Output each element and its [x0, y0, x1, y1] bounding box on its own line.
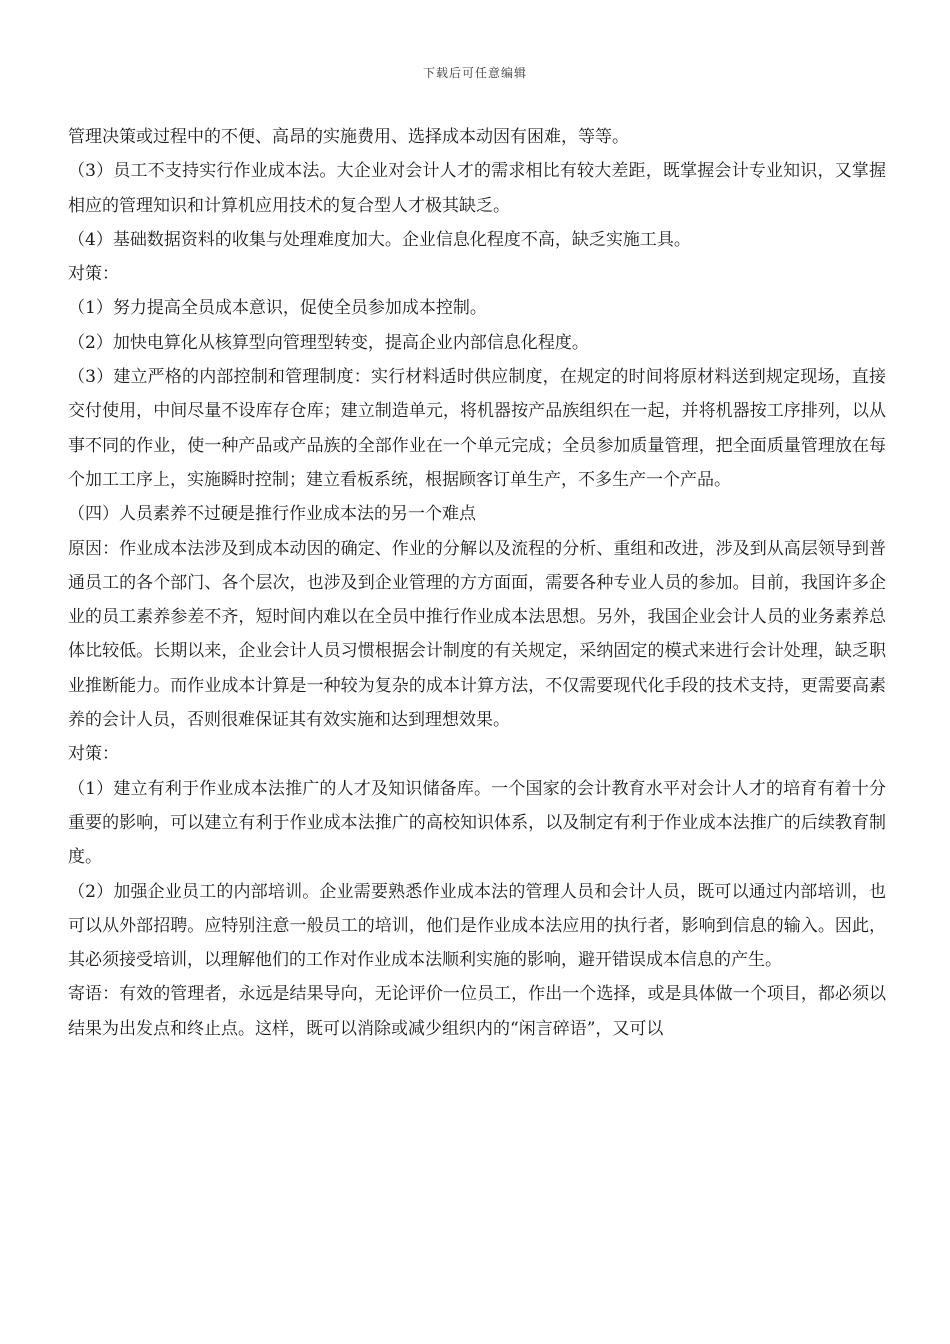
paragraph-cause: 原因：作业成本法涉及到成本动因的确定、作业的分解以及流程的分析、重组和改进，涉及到从高层领导到普通员工的各个部门、各个层次，也涉及到企业管理的方方面面，需要各种专业人员的参加。目前，我国许多企业的员工素养参差不齐，短时间内难以在全员中推行作业成本法思想。另外，我国企业会计人员的业务素养总体比较低。长期以来，企业会计人员习惯根据会计制度的有关规定，采纳固定的模式来进行会计处理，缺乏职业推断能力。而作业成本计算是一种较为复杂的成本计算方法，不仅需要现代化手段的技术支持，更需要高素养的会计人员，否则很难保证其有效实施和达到理想效果。	[68, 538, 886, 731]
paragraph-closing-note: 寄语：有效的管理者，永远是结果导向，无论评价一位员工，作出一个选择，或是具体做一个项目，都必须以结果为出发点和终止点。这样，既可以消除或减少组织内的“闲言碎语”，又可以	[68, 984, 886, 1039]
paragraph-reason-4: （4）基础数据资料的收集与处理难度加大。企业信息化程度不高，缺乏实施工具。	[68, 229, 691, 250]
paragraph-reason-3: （3）员工不支持实行作业成本法。大企业对会计人才的需求相比有较大差距，既掌握会计专业知识，又掌握相应的管理知识和计算机应用技术的复合型人才极其缺乏。	[68, 161, 886, 216]
page-header: 下载后可任意编辑	[422, 66, 527, 80]
section-label-countermeasures-2: 对策：	[68, 744, 119, 765]
paragraph-measure-training: （2）加强企业员工的内部培训。企业需要熟悉作业成本法的管理人员和会计人员，既可以通过内部培训，也可以从外部招聘。应特别注意一般员工的培训，他们是作业成本法应用的执行者，影响到信息的输入。因此，其必须接受培训，以理解他们的工作对作业成本法顺利实施的影响，避开错误成本信息的产生。	[68, 881, 886, 971]
paragraph-measure-1: （1）努力提高全员成本意识，促使全员参加成本控制。	[68, 298, 487, 319]
paragraph-measure-talent: （1）建立有利于作业成本法推广的人才及知识储备库。一个国家的会计教育水平对会计人才的培育有着十分重要的影响，可以建立有利于作业成本法推广的高校知识体系，以及制定有利于作业成本法推广的后续教育制度。	[68, 778, 886, 868]
section-heading-four: （四）人员素养不过硬是推行作业成本法的另一个难点	[68, 504, 476, 525]
paragraph-intro: 管理决策或过程中的不便、高昂的实施费用、选择成本动因有困难，等等。	[68, 127, 629, 147]
paragraph-measure-2: （2）加快电算化从核算型向管理型转变，提高企业内部信息化程度。	[68, 332, 589, 353]
document-body	[68, 120, 886, 1046]
paragraph-measure-3: （3）建立严格的内部控制和管理制度：实行材料适时供应制度，在规定的时间将原材料送到规定现场，直接交付使用，中间尽量不设库存仓库；建立制造单元，将机器按产品族组织在一起，并将机器按工序排列，以从事不同的作业，使一种产品或产品族的全部作业在一个单元完成；全员参加质量管理，把全面质量管理放在每个加工工序上，实施瞬时控制；建立看板系统，根据顾客订单生产，不多生产一个产品。	[68, 367, 886, 490]
section-label-countermeasures: 对策：	[68, 264, 119, 285]
